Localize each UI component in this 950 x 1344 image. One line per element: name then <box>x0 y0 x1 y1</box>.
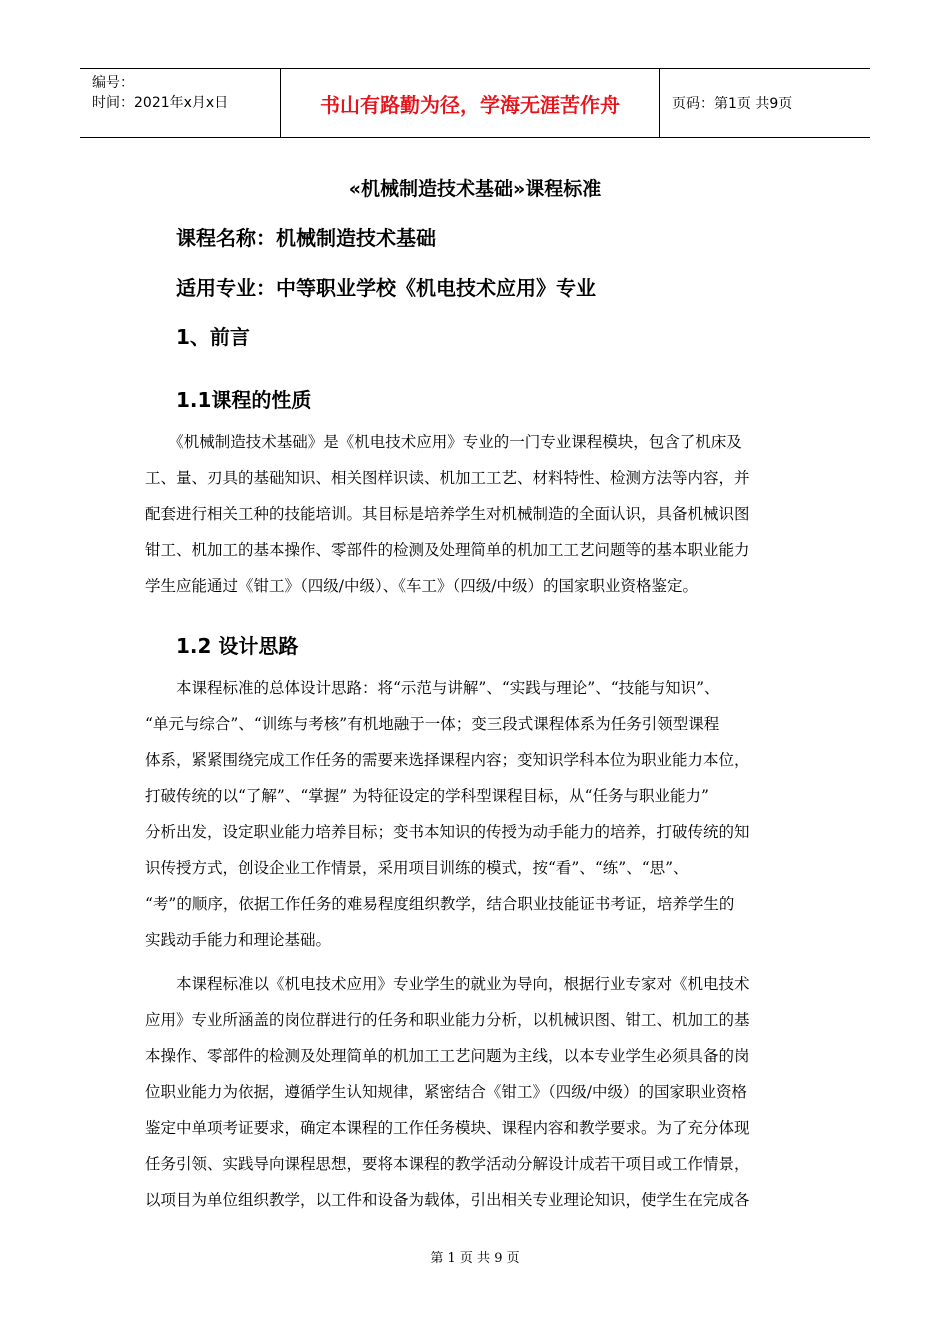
text-line: 学生应能通过《钳工》（四级/中级）、《车工》（四级/中级）的国家职业资格鉴定。 <box>145 577 698 595</box>
text-line: 体系，紧紧围绕完成工作任务的需要来选择课程内容；变知识学科本位为职业能力本位， <box>145 751 750 769</box>
date-label: 时间：2021年x月x日 <box>92 95 229 111</box>
paragraph-design <box>145 670 810 958</box>
applicable-major: 适用专业：中等职业学校《机电技术应用》专业 <box>176 276 596 300</box>
section-heading-preface: 1、前言 <box>176 325 250 349</box>
text-line: 钳工、机加工的基本操作、零部件的检测及处理简单的机加工工艺问题等的基本职业能力 <box>145 541 750 559</box>
text-line: 位职业能力为依据，遵循学生认知规律，紧密结合《钳工》（四级/中级）的国家职业资格 <box>145 1083 747 1101</box>
text-line: 本课程标准以《机电技术应用》专业学生的就业为导向，根据行业专家对《机电技术 <box>145 975 750 993</box>
text-line: 鉴定中单项考证要求，确定本课程的工作任务模块、课程内容和教学要求。为了充分体现 <box>145 1119 750 1137</box>
header-table <box>80 68 870 138</box>
document-title: «机械制造技术基础»课程标准 <box>348 178 602 200</box>
text-line: “考”的顺序，依据工作任务的难易程度组织教学，结合职业技能证书考证，培养学生的 <box>145 895 735 913</box>
text-line: 打破传统的以“了解”、“掌握” 为特征设定的学科型课程目标，从“任务与职业能力” <box>145 787 709 805</box>
course-name: 课程名称：机械制造技术基础 <box>176 226 436 250</box>
text-line: 分析出发，设定职业能力培养目标；变书本知识的传授为动手能力的培养，打破传统的知 <box>145 823 750 841</box>
text-line: 《机械制造技术基础》是《机电技术应用》专业的一门专业课程模块，包含了机床及 <box>145 433 742 451</box>
section-heading-nature: 1.1课程的性质 <box>176 388 312 412</box>
page-info: 页码：第1页 共9页 <box>672 96 793 112</box>
number-label: 编号： <box>92 75 134 91</box>
text-line: 配套进行相关工种的技能培训。其目标是培养学生对机械制造的全面认识，具备机械识图 <box>145 505 750 523</box>
header-left-cell <box>80 69 280 137</box>
text-line: 应用》专业所涵盖的岗位群进行的任务和职业能力分析，以机械识图、钳工、机加工的基 <box>145 1011 750 1029</box>
page-footer: 第 1 页 共 9 页 <box>430 1251 520 1266</box>
motto: 书山有路勤为径，学海无涯苦作舟 <box>280 69 660 137</box>
text-line: “单元与综合”、“训练与考核”有机地融于一体；变三段式课程体系为任务引领型课程 <box>145 715 720 733</box>
text-line: 以项目为单位组织教学，以工件和设备为载体，引出相关专业理论知识，使学生在完成各 <box>145 1191 750 1209</box>
text-line: 本操作、零部件的检测及处理简单的机加工工艺问题为主线，以本专业学生必须具备的岗 <box>145 1047 750 1065</box>
text-line: 识传授方式，创设企业工作情景，采用项目训练的模式，按“看”、“练”、“思”、 <box>145 859 689 877</box>
text-line: 实践动手能力和理论基础。 <box>145 931 332 949</box>
text-line: 任务引领、实践导向课程思想，要将本课程的教学活动分解设计成若干项目或工作情景， <box>145 1155 750 1173</box>
section-heading-design: 1.2 设计思路 <box>176 634 299 658</box>
paragraph-nature <box>145 424 810 604</box>
text-line: 本课程标准的总体设计思路：将“示范与讲解”、“实践与理论”、“技能与知识”、 <box>145 679 720 697</box>
paragraph-standard-basis <box>145 966 810 1218</box>
text-line: 工、量、刃具的基础知识、相关图样识读、机加工工艺、材料特性、检测方法等内容，并 <box>145 469 750 487</box>
